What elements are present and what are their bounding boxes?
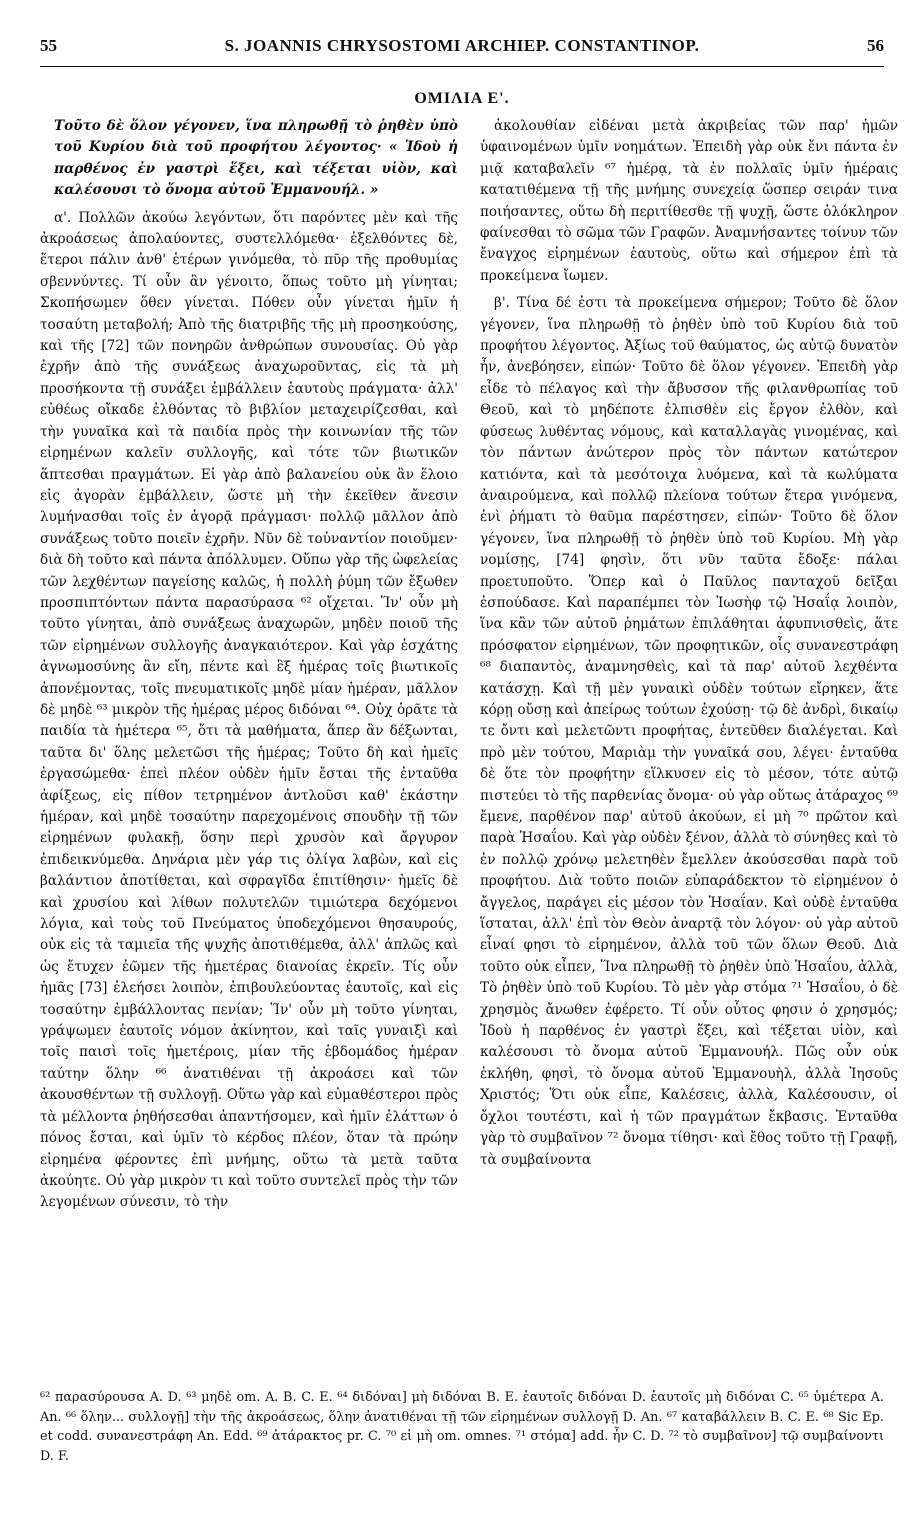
footnotes xyxy=(40,1388,884,1466)
scripture-lemma: Τοῦτο δὲ ὅλον γέγονεν, ἵνα πληρωθῇ τὸ ῥηθὲν ὑπὸ τοῦ Κυρίου διὰ τοῦ προφήτου λέγοντος· « Ἰδοὺ ἡ παρθένος ἐν γαστρὶ ἕξει, καὶ τέξεται υἱὸν, καὶ καλέσουσι τὸ ὄνομα αὐτοῦ Ἐμμανουήλ. » xyxy=(54,118,458,199)
running-title: S. JOANNIS CHRYSOSTOMI ARCHIEP. CONSTANTINOP. xyxy=(224,36,700,55)
homily-title: ΟΜΙΛΙΑ Ε'. xyxy=(414,90,510,107)
right-paragraph-1: ἀκολουθίαν εἰδέναι μετὰ ἀκριβείας τῶν παρ' ἡμῶν ὑφαινομένων ὑμῖν νοημάτων. Ἐπειδὴ γὰρ οὐκ ἔνι πάντα ἐν μιᾷ καταβαλεῖν ⁶⁷ ἡμέρᾳ, τὰ ἐν πολλαῖς ὑμῖν ἡμέραις κατατιθέμενα τῇ τῆς μνήμης συνεχείᾳ ὥσπερ σειράν τινα ποιήσαντες, οὕτω δὴ περιτίθεσθε τῇ ψυχῇ, ὥστε ὁλόκληρον φαίνεσθαι τὸ σῶμα τῶν Γραφῶν. Ἀναμνήσαντες τοίνυν τῶν ἔναγχος εἰρημένων ἑαυτοὺς, οὕτω καὶ σήμερον ἐπὶ τὰ προκείμενα ἴωμεν. xyxy=(480,118,898,284)
footnote-text: ⁶² παρασύρουσα A. D. ⁶³ μηδὲ om. A. B. C. E. ⁶⁴ διδόναι] μὴ διδόναι B. E. ἑαυτοῖς διδόναι D. ἑαυτοῖς μὴ διδόναι C. ⁶⁵ ὑμέτερα A. An. ⁶⁶ ὅλην... συλλογῇ] τὴν τῆς ἀκροάσεως, ὅλην ἀνατιθέναι τῇ τῶν εἰρημένων συλλογῇ D. An. ⁶⁷ καταβάλλειν B. C. E. ⁶⁸ Sic Ep. et codd. συνανεστράφη An. Edd. ⁶⁹ ἀτάρακτος pr. C. ⁷⁰ εἰ μὴ om. omnes. ⁷¹ στόμα] add. ἦν C. D. ⁷² τὸ συμβαῖνον] τῷ συμβαίνοντι D. F. xyxy=(40,1390,884,1464)
header-rule xyxy=(40,66,884,67)
right-column xyxy=(480,116,898,1171)
page-number-left: 55 xyxy=(40,36,57,55)
right-paragraph-2: β'. Τίνα δέ ἐστι τὰ προκείμενα σήμερον; Τοῦτο δὲ ὅλον γέγονεν, ἵνα πληρωθῇ τὸ ῥηθὲν ὑπὸ τοῦ Κυρίου διὰ τοῦ προφήτου λέγοντος. Ἀξίως τοῦ θαύματος, ὡς αὐτῷ δυνατὸν ἦν, ἀνεβόησεν, εἰπών· Τοῦτο δὲ ὅλον γέγονεν. Ἐπειδὴ γὰρ εἶδε τὸ πέλαγος καὶ τὴν ἄβυσσον τῆς φιλανθρωπίας τοῦ Θεοῦ, καὶ τὸ μηδέποτε ἐλπισθὲν εἰς ἔργον ἐλθὸν, καὶ φύσεως λυθέντας νόμους, καὶ καταλλαγὰς γινομένας, καὶ τὸν πάντων ἀνώτερον πρὸς τὸν πάντων κατώτερον κατιόντα, καὶ τὰ μεσότοιχα λυόμενα, καὶ τὰ κωλύματα ἀναιρούμενα, καὶ πολλῷ πλείονα τούτων ἕτερα γινόμενα, ἐνὶ ῥήματι τὸ θαῦμα παρέστησεν, εἰπών· Τοῦτο δὲ ὅλον γέγονεν, ἵνα πληρωθῇ τὸ ῥηθὲν ὑπὸ τοῦ Κυρίου. Μὴ γὰρ νομίσῃς, [74] φησὶν, ὅτι νῦν ταῦτα ἔδοξε· πάλαι προετυποῦτο. Ὅπερ καὶ ὁ Παῦλος πανταχοῦ δεῖξαι ἐσπούδασε. Καὶ παραπέμπει τὸν Ἰωσὴφ τῷ Ἡσαΐᾳ λοιπὸν, ἵνα κἂν τῶν αὐτοῦ ῥημάτων ἐπιλάθηται ἀφυπνισθεὶς, ἅτε πρόσφατον εἰρημένων, τῶν προφητικῶν, οἷς συνανεστράφη ⁶⁸ διαπαντὸς, ἀναμνησθεὶς, καὶ τὰ παρ' αὐτοῦ λεχθέντα κατάσχῃ. Καὶ τῇ μὲν γυναικὶ οὐδὲν τούτων εἴρηκεν, ἅτε κόρῃ οὔσῃ καὶ ἀπείρως τούτων ἐχούσῃ· τῷ δὲ ἀνδρὶ, δικαίῳ τε ὄντι καὶ μελετῶντι προφήτας, ἐντεῦθεν διαλέγεται. Καὶ πρὸ μὲν τούτου, Μαριὰμ τὴν γυναῖκά σου, λέγει· ἐνταῦθα δὲ ὅτε τὸν προφήτην εἵλκυσεν εἰς τὸ μέσον, τότε αὐτῷ πιστεύει τὸ τῆς παρθενίας ὄνομα· οὐ γὰρ οὕτως ἀτάραχος ⁶⁹ ἔμενε, παρθένον παρ' αὐτοῦ ἀκούων, εἰ μὴ ⁷⁰ πρῶτον καὶ παρὰ Ἡσαΐου. Καὶ γὰρ οὐδὲν ξένον, ἀλλὰ τὸ σύνηθες καὶ τὸ ἐν πολλῷ χρόνῳ μελετηθὲν ἔμελλεν ἀκούσεσθαι παρὰ τοῦ προφήτου. Διὰ τοῦτο ποιῶν εὐπαράδεκτον τὸ εἰρημένον ὁ ἄγγελος, παράγει εἰς μέσον τὸν Ἡσαΐαν. Καὶ οὐδὲ ἐνταῦθα ἵσταται, ἀλλ' ἐπὶ τὸν Θεὸν ἀναρτᾷ τὸν λόγον· οὐ γὰρ αὐτοῦ εἶναί φησι τὸ εἰρημένον, ἀλλὰ τοῦ τῶν ὅλων Θεοῦ. Διὰ τοῦτο οὐκ εἶπεν, Ἵνα πληρωθῇ τὸ ῥηθὲν ὑπὸ Ἡσαΐου, ἀλλὰ, Τὸ ῥηθὲν ὑπὸ τοῦ Κυρίου. Τὸ μὲν γὰρ στόμα ⁷¹ Ἡσαΐου, ὁ δὲ χρησμὸς ἄνωθεν ἐφέρετο. Τί οὖν οὗτος φησιν ὁ χρησμός; Ἰδοὺ ἡ παρθένος ἐν γαστρὶ ἕξει, καὶ τέξεται υἱὸν, καὶ καλέσουσι τὸ ὄνομα αὐτοῦ Ἐμμανουήλ. Πῶς οὖν οὐκ ἐκλήθη, φησὶ, τὸ ὄνομα αὐτοῦ Ἐμμανουὴλ, ἀλλὰ Ἰησοῦς Χριστός; Ὅτι οὐκ εἶπε, Καλέσεις, ἀλλὰ, Καλέσουσιν, οἱ ὄχλοι τουτέστι, καὶ ἡ τῶν πραγμάτων ἔκβασις. Ἐνταῦθα γὰρ τὸ συμβαῖνον ⁷² ὄνομα τίθησι· καὶ ἔθος τοῦτο τῇ Γραφῇ, τὰ συμβαίνοντα xyxy=(480,295,898,1168)
running-head xyxy=(40,36,884,58)
left-column xyxy=(40,116,458,1214)
left-body-text: α'. Πολλῶν ἀκούω λεγόντων, ὅτι παρόντες μὲν καὶ τῆς ἀκροάσεως ἀπολαύοντες, συστελλόμεθα· ἐξελθόντες δὲ, ἕτεροι πάλιν ἀνθ' ἑτέρων γινόμεθα, τὸ πῦρ τῆς προθυμίας σβεννύντες. Τί οὖν ἂν γένοιτο, ὅπως τοῦτο μὴ γίνηται; Σκοπήσωμεν ὅθεν γίνεται. Πόθεν οὖν γίνεται ἡμῖν ἡ τοσαύτη μεταβολή; Ἀπὸ τῆς διατριβῆς τῆς μὴ προσηκούσης, καὶ τῆς [72] τῶν πονηρῶν ἀνθρώπων συνουσίας. Οὐ γὰρ ἐχρῆν ἀπὸ τῆς συνάξεως ἀναχωροῦντας, εἰς τὰ μὴ προσήκοντα τῇ συνάξει ἐμβάλλειν ἑαυτοὺς πράγματα· ἀλλ' εὐθέως οἴκαδε ἐλθόντας τὸ βιβλίον μεταχειρίζεσθαι, καὶ τὴν γυναῖκα καὶ τὰ παιδία πρὸς τὴν κοινωνίαν τῆς τῶν εἰρημένων καλεῖν συλλογῆς, καὶ τότε τῶν βιωτικῶν ἅπτεσθαι πραγμάτων. Εἰ γὰρ ἀπὸ βαλανείου οὐκ ἂν ἕλοιο εἰς ἀγορὰν ἐμβάλλειν, ὥστε μὴ τὴν ἐκεῖθεν ἄνεσιν λυμήνασθαι τοῖς ἐν ἀγορᾷ πράγμασι· πολλῷ μᾶλλον ἀπὸ συνάξεως τοῦτο ποιεῖν ἐχρῆν. Νῦν δὲ τοὐναντίον ποιοῦμεν· διὰ δὴ τοῦτο καὶ πάντα ἀπόλλυμεν. Οὔπω γὰρ τῆς ὠφελείας τῶν λεχθέντων παγείσης καλῶς, ἡ πολλὴ ῥύμη τῶν ἔξωθεν προσπιπτόντων πάντα παρασύρασα ⁶² οἴχεται. Ἵν' οὖν μὴ τοῦτο γίνηται, ἀπὸ συνάξεως ἀναχωρῶν, μηδὲν ποιοῦ τῆς τῶν εἰρημένων συλλογῆς ἀναγκαιότερον. Καὶ γὰρ ἐσχάτης ἀγνωμοσύνης ἂν εἴη, πέντε καὶ ἓξ ἡμέρας τοῖς βιωτικοῖς ἀπονέμοντας, τοῖς πνευματικοῖς μηδὲ μίαν ἡμέραν, μᾶλλον δὲ μηδὲ ⁶³ μικρὸν τῆς ἡμέρας μέρος διδόναι ⁶⁴. Οὐχ ὁρᾶτε τὰ παιδία τὰ ἡμέτερα ⁶⁵, ὅτι τὰ μαθήματα, ἅπερ ἂν δέξωνται, ταῦτα δι' ὅλης μελετῶσι τῆς ἡμέρας; Τοῦτο δὴ καὶ ἡμεῖς ἐργασώμεθα· ἐπεὶ πλέον οὐδὲν ἡμῖν ἔσται τῆς ἐνταῦθα ἀφίξεως, εἰς πίθον τετρημένον ἀντλοῦσι καθ' ἑκάστην ἡμέραν, καὶ μηδὲ τοσαύτην παρεχομένοις σπουδὴν τῇ τῶν εἰρημένων φυλακῇ, ὅσην περὶ χρυσὸν καὶ ἄργυρον ἐπιδεικνύμεθα. Δηνάρια μὲν γάρ τις ὀλίγα λαβὼν, καὶ εἰς βαλάντιον ἀποτίθεται, καὶ σφραγῖδα ἐπιτίθησιν· ἡμεῖς δὲ καὶ χρυσίου καὶ λίθων πολυτελῶν τιμιώτερα δεχόμενοι λόγια, καὶ τοὺς τοῦ Πνεύματος ὑποδεχόμενοι θησαυρούς, οὐκ εἰς τὰ ταμιεῖα τῆς ψυχῆς ἀποτιθέμεθα, ἀλλ' ἁπλῶς καὶ ὡς ἔτυχεν ἐῶμεν τῆς ἡμετέρας διανοίας ἐκρεῖν. Τίς οὖν ἡμᾶς [73] ἐλεήσει λοιπὸν, ἐπιβουλεύοντας ἑαυτοῖς, καὶ εἰς τοσαύτην ἐμβάλλοντας πενίαν; Ἵν' οὖν μὴ τοῦτο γίνηται, γράψωμεν ἑαυτοῖς νόμον ἀκίνητον, καὶ ταῖς γυναιξὶ καὶ τοῖς παισὶ τοῖς ἡμετέροις, μίαν τῆς ἑβδομάδος ἡμέραν ταύτην ὅλην ⁶⁶ ἀνατιθέναι τῇ ἀκροάσει καὶ τῶν ἀκουσθέντων τῇ συλλογῇ. Οὕτω γὰρ καὶ εὐμαθέστεροι πρὸς τὰ μέλλοντα ῥηθήσεσθαι ἀπαντήσομεν, καὶ ἡμῖν ἐλάττων ὁ πόνος ἔσται, καὶ ὑμῖν τὸ κέρδος πλέον, ὅταν τὰ πρώην εἰρημένα φέροντες ἐπὶ μνήμης, οὕτω τὰ μετὰ ταῦτα ἀκούητε. Οὐ γὰρ μικρὸν τι καὶ τοῦτο συντελεῖ πρὸς τὴν τῶν λεγομένων σύνεσιν, τὸ τὴν xyxy=(40,209,458,1211)
page-number-right: 56 xyxy=(867,36,884,55)
